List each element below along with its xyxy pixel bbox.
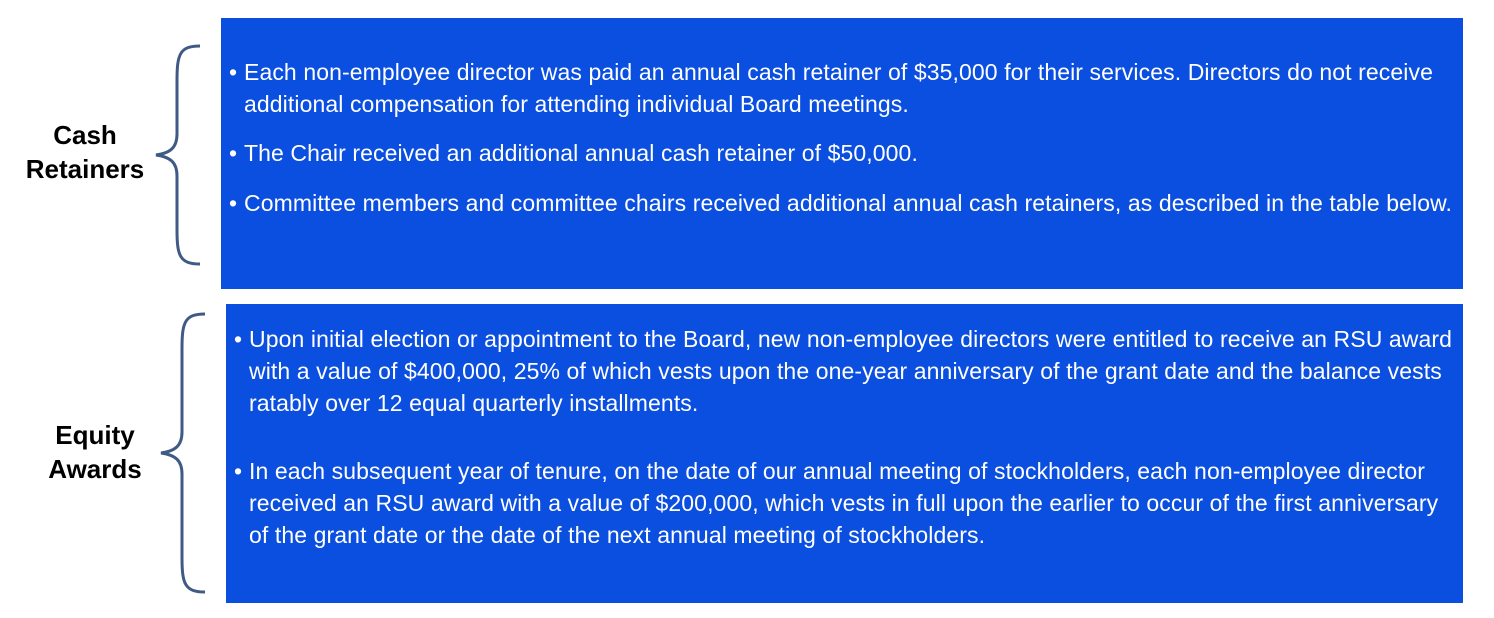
section-label-line: Equity	[55, 420, 135, 450]
bullet-text: Upon initial election or appointment to the Board, new non-employee directors were entitled to receive an RSU award with a value of $400,000, 25% of which vests upon the one-year anniversary of the grant date and the balance vests ratably over 12 equal quarterly installments.	[249, 326, 1453, 416]
bullet-item	[229, 56, 1472, 120]
bullet-text: In each subsequent year of tenure, on the date of our annual meeting of stockholders, each non-employee director received an RSU award with a value of $200,000, which vests in full upon the earlier to occur of the first anniversary of the grant date or the date of the next annual meeting of stockholders.	[249, 458, 1439, 548]
bullet-dot: •	[229, 59, 238, 85]
bullet-item	[229, 187, 1472, 219]
bullet-item	[229, 137, 1472, 169]
section-label-line: Cash	[53, 120, 117, 150]
equity-awards-panel	[226, 304, 1463, 603]
bullet-text: The Chair received an additional annual cash retainer of $50,000.	[244, 140, 918, 166]
section-label-cash-retainers	[20, 118, 150, 186]
curly-brace-icon	[155, 308, 215, 598]
section-label-equity-awards	[35, 418, 155, 486]
bullet-dot: •	[229, 190, 238, 216]
bullet-dot: •	[234, 458, 243, 484]
bullet-dot: •	[229, 140, 238, 166]
bullet-text: Committee members and committee chairs received additional annual cash retainers, as described in the table below.	[244, 190, 1453, 216]
curly-brace-icon	[150, 40, 210, 270]
bullet-text: Each non-employee director was paid an annual cash retainer of $35,000 for their services. Directors do not receive additional compensation for attending individual Board meetings.	[244, 59, 1433, 117]
cash-retainers-panel	[221, 18, 1463, 289]
section-label-line: Retainers	[25, 154, 145, 184]
section-label-line: Awards	[48, 454, 142, 484]
bullet-item	[234, 455, 1459, 551]
bullet-dot: •	[234, 326, 243, 352]
bullet-item	[234, 323, 1459, 419]
